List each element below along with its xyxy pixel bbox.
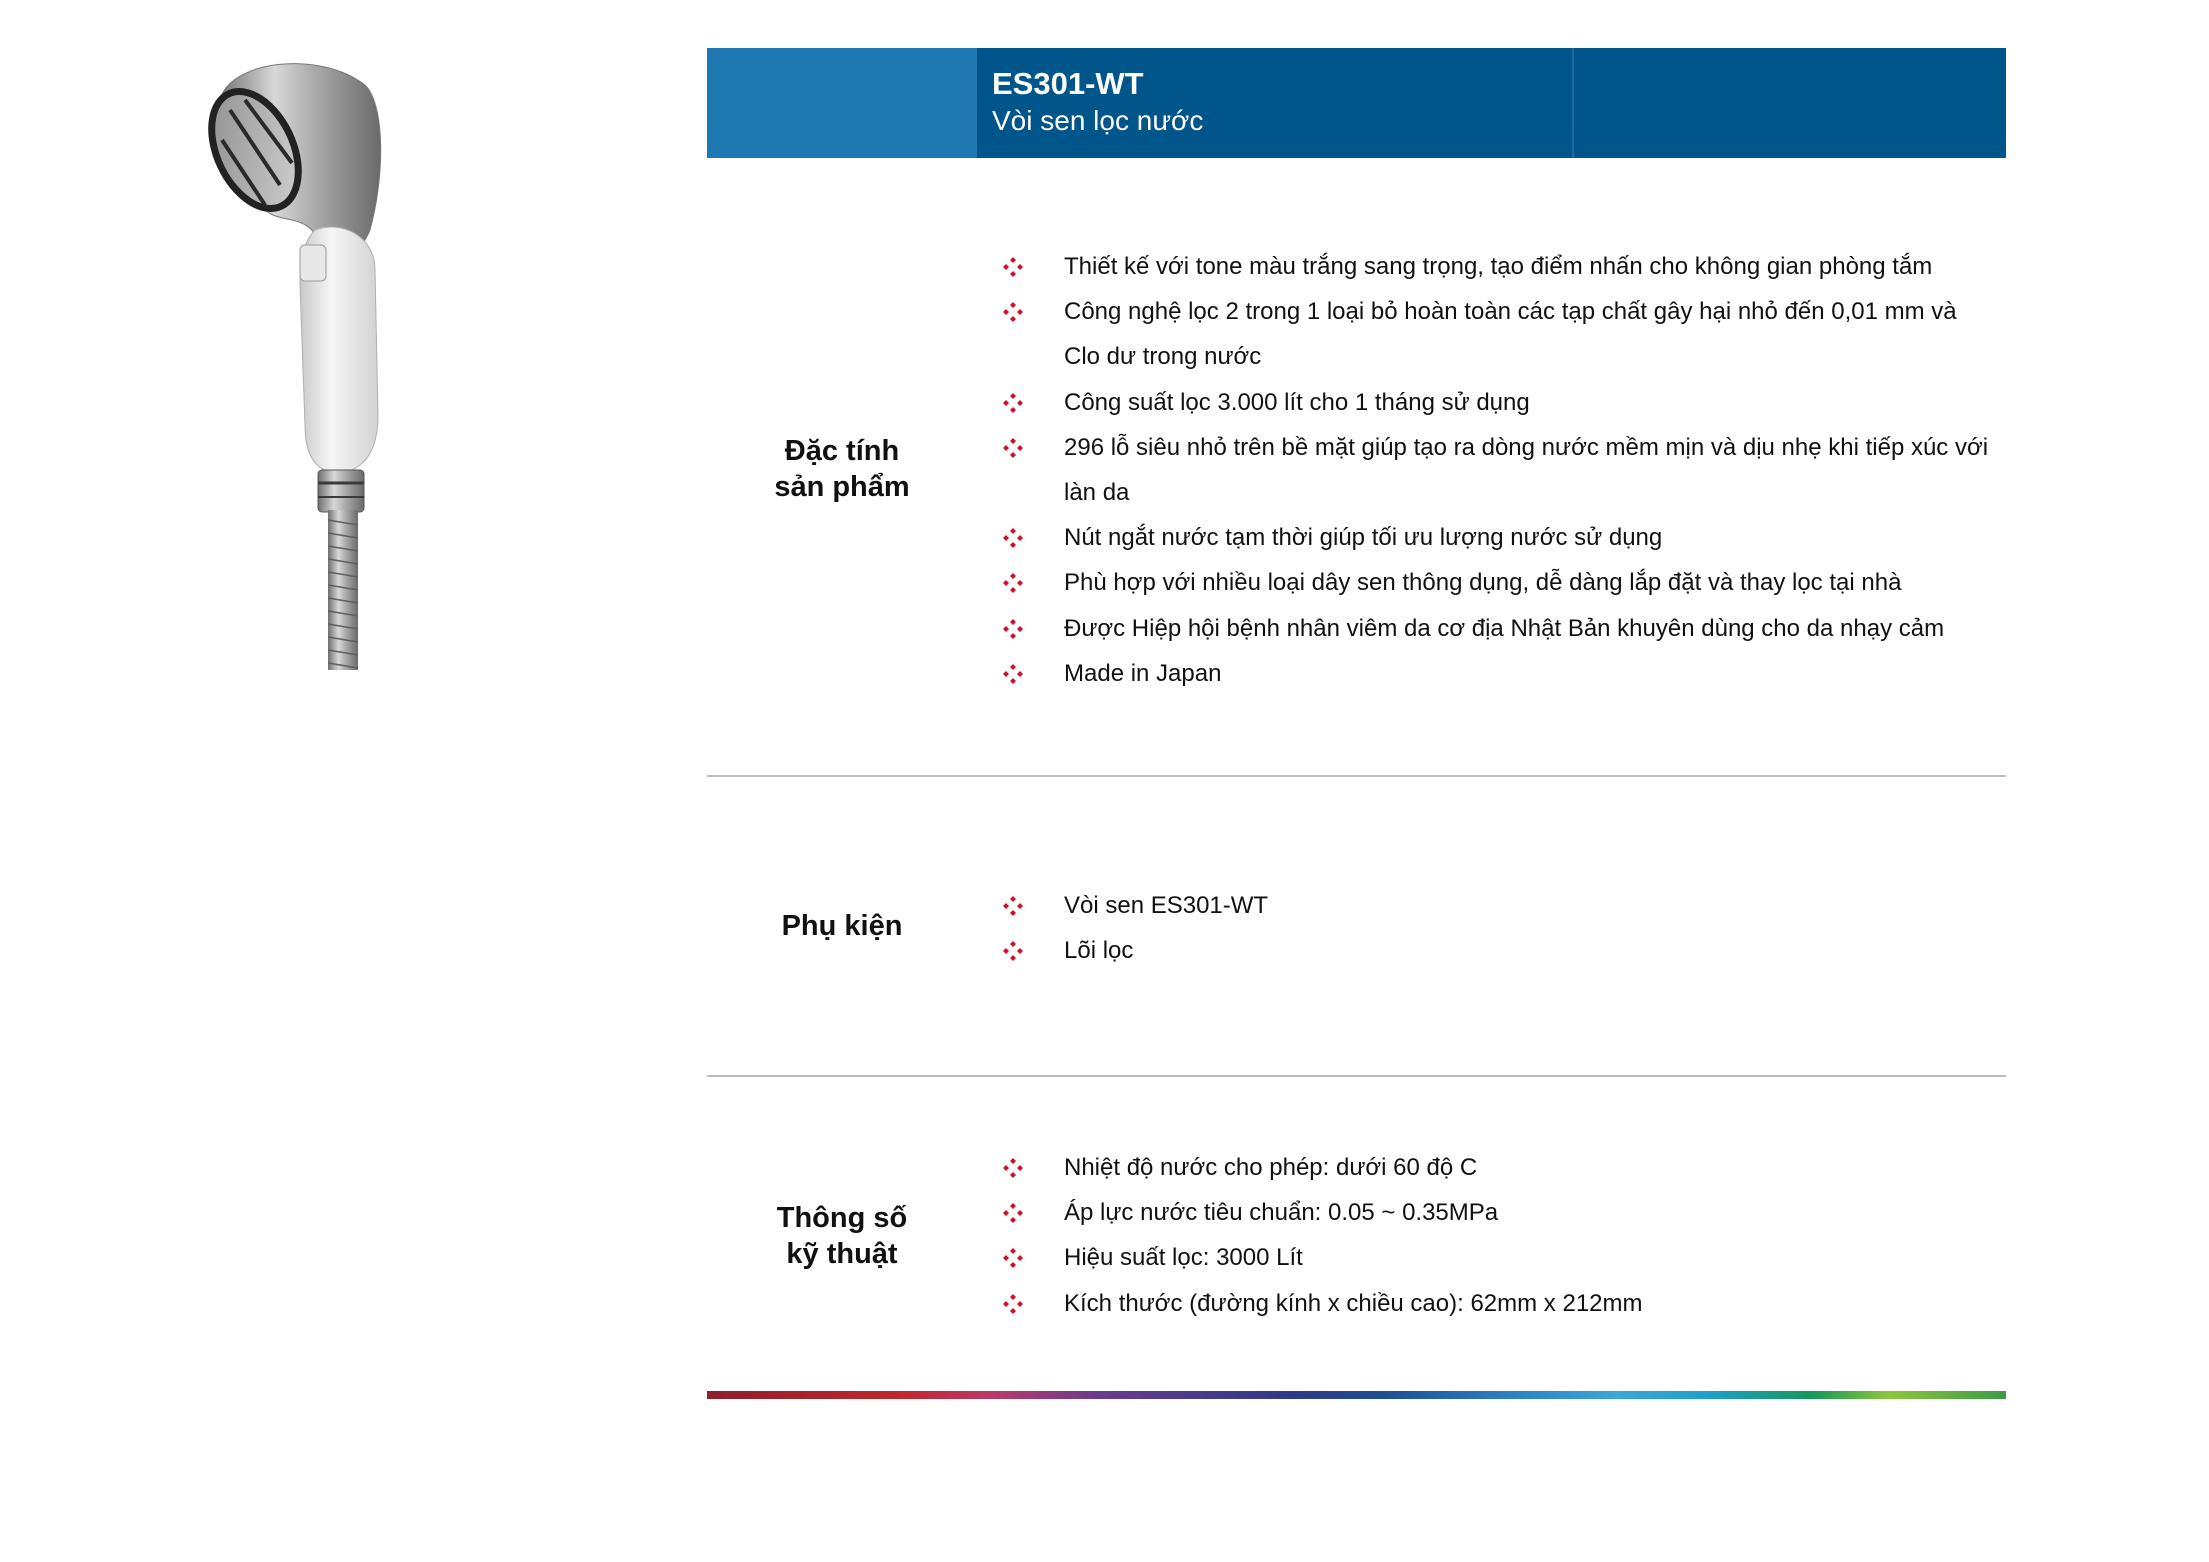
list-item	[1002, 560, 1992, 605]
feature-text: Made in Japan	[1064, 659, 1222, 687]
diamond-bullet-icon	[1002, 663, 1024, 685]
features-list	[1002, 244, 1992, 696]
feature-text: Công nghệ lọc 2 trong 1 loại bỏ hoàn toàn các tạp chất gây hại nhỏ đến 0,01 mm và Clo dư trong nước	[1064, 298, 1957, 371]
diamond-bullet-icon	[1002, 1293, 1024, 1315]
header-left-block	[707, 48, 977, 158]
list-item	[1002, 651, 1992, 696]
specs-label-line1: Thông số	[776, 1202, 908, 1234]
accessory-text: Vòi sen ES301-WT	[1064, 892, 1269, 919]
list-item	[1002, 1145, 1992, 1190]
list-item	[1002, 606, 1992, 651]
specs-label-line2: kỹ thuật	[786, 1238, 898, 1270]
diamond-bullet-icon	[1002, 1202, 1024, 1224]
features-section	[707, 158, 2006, 775]
specs-label	[707, 1200, 977, 1272]
spec-text: Hiệu suất lọc: 3000 Lít	[1064, 1244, 1303, 1272]
list-item	[1002, 928, 1992, 973]
product-model: ES301-WT	[992, 66, 1144, 101]
product-name: Vòi sen lọc nước	[992, 105, 1204, 136]
feature-text: 296 lỗ siêu nhỏ trên bề mặt giúp tạo ra dòng nước mềm mịn và dịu nhẹ khi tiếp xúc với làn da	[1064, 433, 1989, 507]
accessories-section	[707, 777, 2006, 1075]
diamond-bullet-icon	[1002, 1247, 1024, 1269]
accessory-text: Lõi lọc	[1064, 937, 1134, 965]
specs-list	[1002, 1145, 1992, 1326]
diamond-bullet-icon	[1002, 618, 1024, 640]
list-item	[1002, 883, 1992, 928]
diamond-bullet-icon	[1002, 437, 1024, 459]
diamond-bullet-icon	[1002, 527, 1024, 549]
list-item	[1002, 244, 1992, 289]
feature-text: Được Hiệp hội bệnh nhân viêm da cơ địa Nhật Bản khuyên dùng cho da nhạy cảm	[1064, 614, 1945, 642]
list-item	[1002, 380, 1992, 425]
list-item	[1002, 1281, 1992, 1326]
diamond-bullet-icon	[1002, 392, 1024, 414]
features-label-line2: sản phẩm	[774, 471, 910, 503]
list-item	[1002, 289, 1992, 379]
list-item	[1002, 1190, 1992, 1235]
diamond-bullet-icon	[1002, 256, 1024, 278]
feature-text: Phù hợp với nhiều loại dây sen thông dụng, dễ dàng lắp đặt và thay lọc tại nhà	[1064, 569, 1902, 597]
list-item	[1002, 425, 1992, 515]
feature-text: Công suất lọc 3.000 lít cho 1 tháng sử dụng	[1064, 388, 1530, 416]
product-header	[707, 48, 2006, 158]
specs-section	[707, 1077, 2006, 1391]
diamond-bullet-icon	[1002, 940, 1024, 962]
accessories-label: Phụ kiện	[781, 910, 903, 942]
list-item	[1002, 515, 1992, 560]
diamond-bullet-icon	[1002, 301, 1024, 323]
diamond-bullet-icon	[1002, 895, 1024, 917]
spec-text: Nhiệt độ nước cho phép: dưới 60 độ C	[1064, 1154, 1478, 1181]
diamond-bullet-icon	[1002, 1157, 1024, 1179]
spec-text: Kích thước (đường kính x chiều cao): 62mm x 212mm	[1064, 1289, 1643, 1317]
diamond-bullet-icon	[1002, 572, 1024, 594]
list-item	[1002, 1235, 1992, 1280]
features-label	[707, 433, 977, 505]
spec-text: Áp lực nước tiêu chuẩn: 0.05 ~ 0.35MPa	[1064, 1199, 1499, 1227]
features-label-line1: Đặc tính	[784, 435, 900, 467]
feature-text: Nút ngắt nước tạm thời giúp tối ưu lượng nước sử dụng	[1064, 524, 1663, 552]
shower-head-image	[200, 55, 420, 675]
accessories-list	[1002, 883, 1992, 973]
header-divider	[1572, 48, 1574, 158]
feature-text: Thiết kế với tone màu trắng sang trọng, tạo điểm nhấn cho không gian phòng tắm	[1064, 253, 1933, 280]
footer-color-bar	[707, 1391, 2006, 1399]
